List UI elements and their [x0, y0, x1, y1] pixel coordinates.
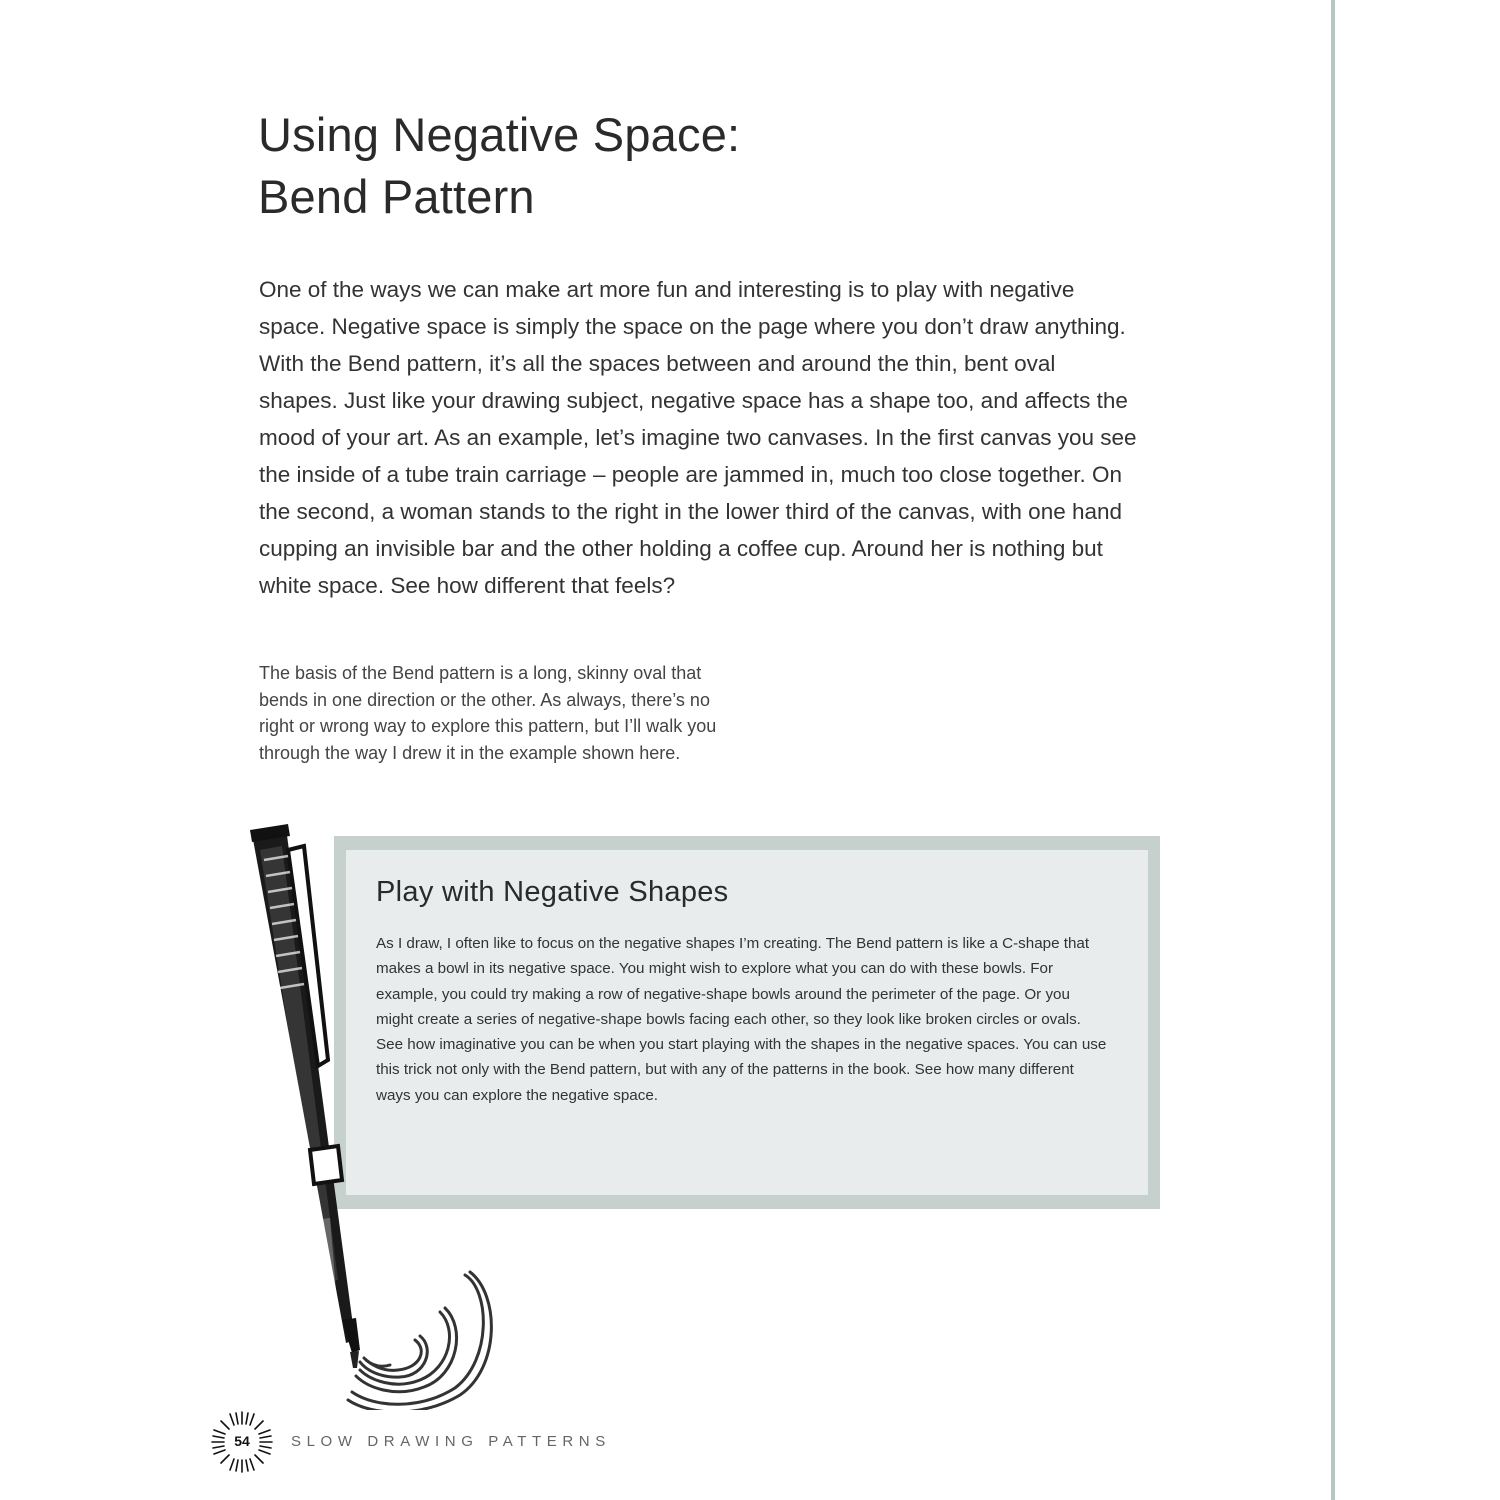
running-head: SLOW DRAWING PATTERNS [291, 1433, 611, 1450]
sidebar-text: As I draw, I often like to focus on the negative shapes I’m creating. The Bend pattern is like a C-shape that makes a bowl in its negative space. You might wish to explore what you can do with these bowls. For example, you could try making a row of negative-shape bowls around the perimeter of the page. Or you might create a series of negative-shape bowls facing each other, so they look like broken circles or ovals. See how imaginative you can be when you start playing with the shapes in the negative spaces. You can use this trick not only with the Bend pattern, but with any of the patterns in the book. See how many different ways you can explore the negative space. [376, 935, 1107, 1104]
pen-drawing-bend-pattern-icon [230, 820, 510, 1410]
page-edge-line [1331, 0, 1335, 1500]
intro-paragraph: The basis of the Bend pattern is a long, skinny oval that bends in one direction or the other. As always, there’s no right or wrong way to explore this pattern, but I’ll walk you through the way I drew it in the example shown here. [259, 663, 717, 763]
page-title-line-1: Using Negative Space: [258, 108, 741, 161]
page-number: 54 [234, 1433, 250, 1449]
page-title [258, 104, 1158, 228]
pen-icon [250, 824, 360, 1368]
bend-pattern-strokes-icon [348, 1272, 491, 1410]
page-title-line-2: Bend Pattern [258, 170, 535, 223]
sidebar-title: Play with Negative Shapes [376, 876, 729, 908]
body-paragraph: One of the ways we can make art more fun and interesting is to play with negative space. Negative space is simply the space on the page where you don’t draw anything. With the Bend pattern, it’s all the spaces between and around the thin, bent oval shapes. Just like your drawing subject, negative space has a shape too, and affects the mood of your art. As an example, let’s imagine two canvases. In the first canvas you see the inside of a tube train carriage – people are jammed in, much too close together. On the second, a woman stands to the right in the lower third of the canvas, with one hand cupping an invisible bar and the other holding a coffee cup. Around her is nothing but white space. See how different that feels? [259, 277, 1137, 598]
